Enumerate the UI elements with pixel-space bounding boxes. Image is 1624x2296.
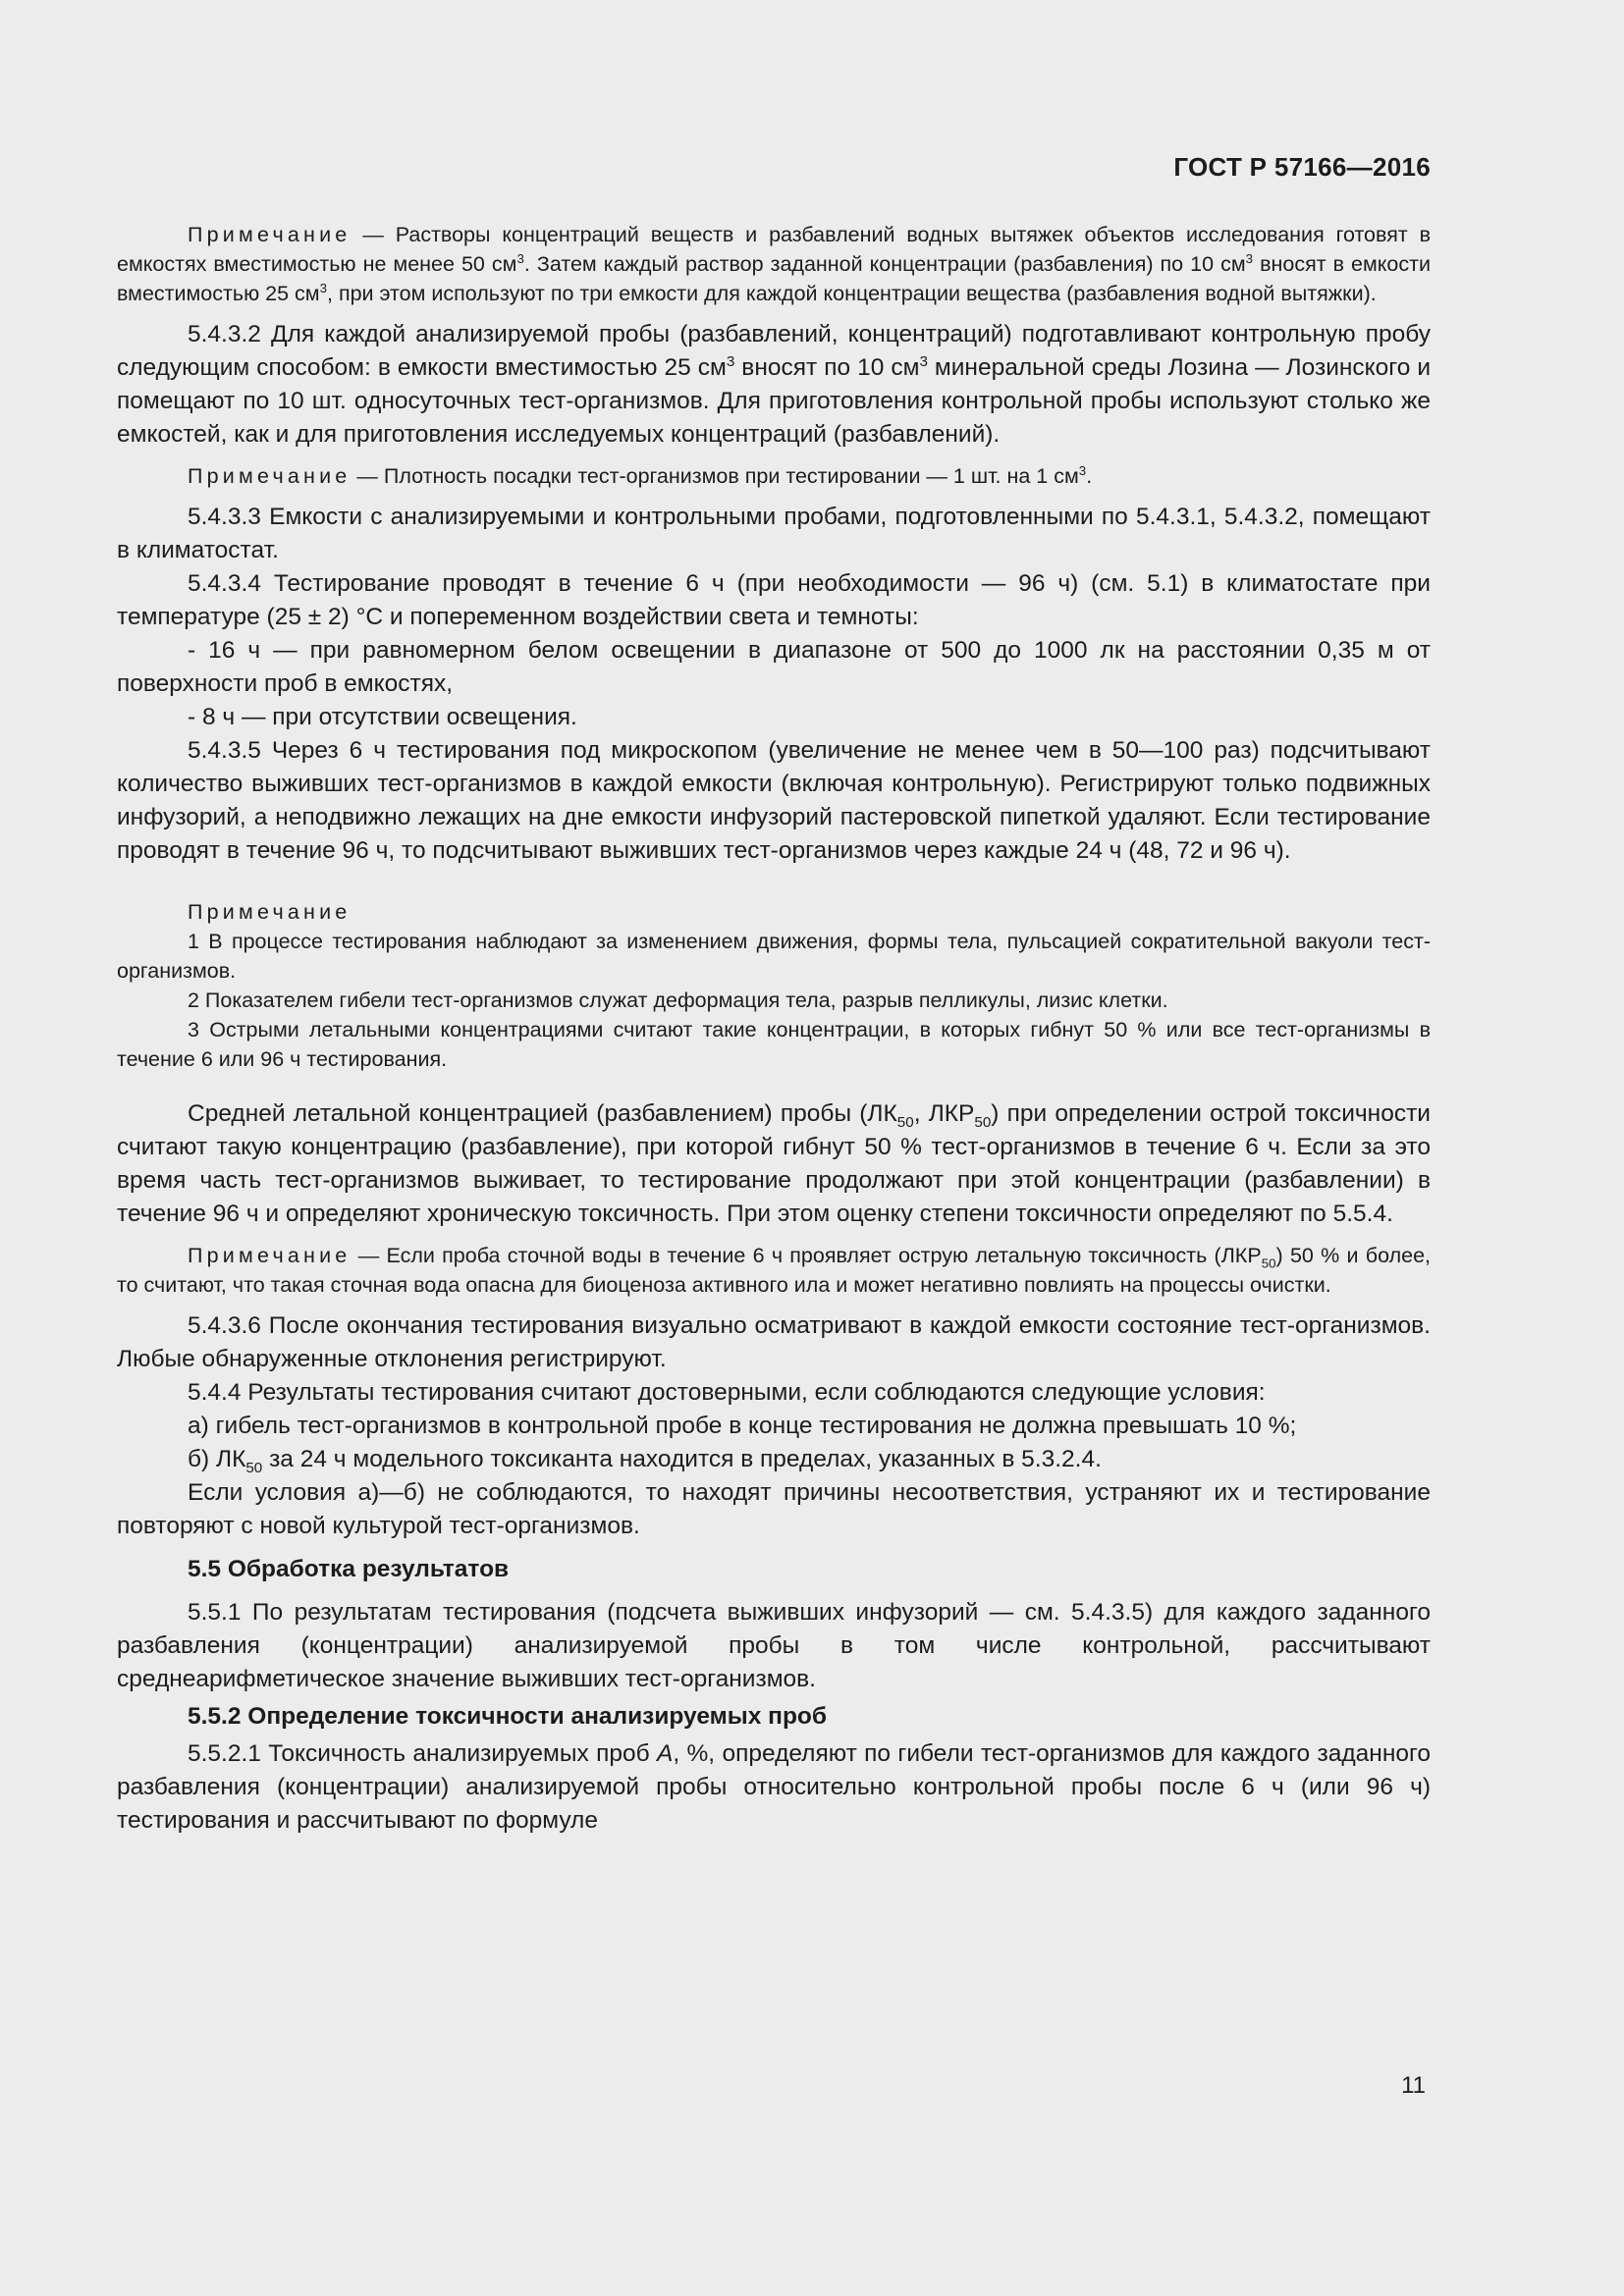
- condition-fail: Если условия а)—б) не соблюдаются, то находят причины несоответствия, устраняют их и тестирование повторяют с новой культурой тест-организмов.: [117, 1479, 1431, 1539]
- note-wastewater: Примечание — Если проба сточной воды в течение 6 ч проявляет острую летальную токсичность $(ЛКР_{50})$ 50 % и более, то считают, что такая сточная вода опасна для биоценоза активного ила и может негативно повлиять на процессы очистки.: [117, 1244, 1431, 1297]
- list-item-16h: - 16 ч — при равномерном белом освещении в диапазоне от 500 до 1000 лк на расстоянии 0,35 м от поверхности проб в емкостях,: [117, 637, 1431, 697]
- paragraph-5-4-3-6: 5.4.3.6 После окончания тестирования визуально осматривают в каждой емкости состояние тест-организмов. Любые обнаруженные отклонения регистрируют.: [117, 1312, 1431, 1372]
- section-heading-5-5-2: 5.5.2 Определение токсичности анализируемых проб: [188, 1703, 828, 1730]
- paragraph-5-4-3-5: 5.4.3.5 Через 6 ч тестирования под микроскопом (увеличение не менее чем в 50—100 раз) подсчитывают количество выживших тест-организмов в каждой емкости (включая контрольную). Регистрируют только подвижных инфузорий, а неподвижно лежащих на дне емкости инфузорий пастеровской пипеткой удаляют. Если тестирование проводят в течение 96 ч, то подсчитывают выживших тест-организмов через каждые 24 ч (48, 72 и 96 ч).: [117, 737, 1431, 864]
- condition-b: б) $ЛК_{50}$ за 24 ч модельного токсиканта находится в пределах, указанных в 5.3.2.4.: [188, 1446, 1102, 1476]
- section-heading-5-5: 5.5 Обработка результатов: [188, 1556, 510, 1582]
- note-item-2: 2 Показателем гибели тест-организмов служат деформация тела, разрыв пелликулы, лизис клетки.: [188, 988, 1168, 1012]
- paragraph-5-5-1: 5.5.1 По результатам тестирования (подсчета выживших инфузорий — см. 5.4.3.5) для каждого заданного разбавления (концентрации) анализируемой пробы в том числе контрольной, рассчитывают среднеарифметическое значение выживших тест-организмов.: [117, 1599, 1431, 1692]
- note-solutions: Примечание — Растворы концентраций веществ и разбавлений водных вытяжек объектов исследования готовят в емкостях вместимостью не менее 50 $см^3$. Затем каждый раствор заданной концентрации (разбавления) по 10 $см^3$ вносят в емкости вместимостью 25 $см^3$, при этом используют по три емкости для каждой концентрации вещества (разбавления водной вытяжки).: [117, 223, 1431, 305]
- note-label: Примечание: [188, 900, 352, 924]
- condition-a: а) гибель тест-организмов в контрольной пробе в конце тестирования не должна превышать 10 %;: [188, 1413, 1297, 1439]
- note-item-3: 3 Острыми летальными концентрациями считают такие концентрации, в которых гибнут 50 % или все тест-организмы в течение 6 или 96 ч тестирования.: [117, 1018, 1431, 1071]
- paragraph-5-4-4: 5.4.4 Результаты тестирования считают достоверными, если соблюдаются следующие условия:: [188, 1379, 1266, 1406]
- note-label: Примечание: [188, 1244, 352, 1267]
- paragraph-5-4-3-3: 5.4.3.3 Емкости с анализируемыми и контрольными пробами, подготовленными по 5.4.3.1, 5.4.3.2, помещают в климатостат.: [117, 504, 1431, 563]
- paragraph-lc50: Средней летальной концентрацией (разбавлением) пробы ($ЛК_{50}$, $ЛКР_{50}$) при определении острой токсичности считают такую концентрацию (разбавление), при которой гибнут 50 % тест-организмов в течение 6 ч. Если за это время часть тест-организмов выживает, то тестирование продолжают при этой концентрации (разбавлении) в течение 96 ч и определяют хроническую токсичность. При этом оценку степени токсичности определяют по 5.5.4.: [117, 1100, 1431, 1227]
- list-item-8h: - 8 ч — при отсутствии освещения.: [188, 704, 577, 730]
- note-block-testing: [117, 897, 1431, 1074]
- paragraph-5-5-2-1: 5.5.2.1 Токсичность анализируемых проб А, %, определяют по гибели тест-организмов для каждого заданного разбавления (концентрации) анализируемой пробы относительно контрольной пробы после 6 ч (или 96 ч) тестирования и рассчитывают по формуле: [117, 1740, 1431, 1834]
- page-number: 11: [1401, 2072, 1426, 2099]
- note-item-1: 1 В процессе тестирования наблюдают за изменением движения, формы тела, пульсацией сократительной вакуоли тест-организмов.: [117, 930, 1431, 983]
- note-density: Примечание — Плотность посадки тест-организмов при тестировании — 1 шт. на 1 $см^3$.: [188, 462, 1093, 488]
- paragraph-5-4-3-2: 5.4.3.2 Для каждой анализируемой пробы (разбавлений, концентраций) подготавливают контрольную пробу следующим способом: в емкости вместимостью 25 $см^3$ вносят по 10 $см^3$ минеральной среды Лозина — Лозинского и помещают по 10 шт. односуточных тест-организмов. Для приготовления контрольной пробы используют столько же емкостей, как и для приготовления исследуемых концентраций (разбавлений).: [117, 321, 1432, 448]
- document-code: ГОСТ Р 57166—2016: [1173, 152, 1431, 182]
- note-label: Примечание: [188, 223, 352, 246]
- document-body: [117, 220, 1431, 1838]
- note-label: Примечание: [188, 464, 352, 488]
- paragraph-5-4-3-4: 5.4.3.4 Тестирование проводят в течение 6 ч (при необходимости — 96 ч) (см. 5.1) в климатостате при температуре (25 ± 2) °С и попеременном воздействии света и темноты:: [117, 570, 1431, 630]
